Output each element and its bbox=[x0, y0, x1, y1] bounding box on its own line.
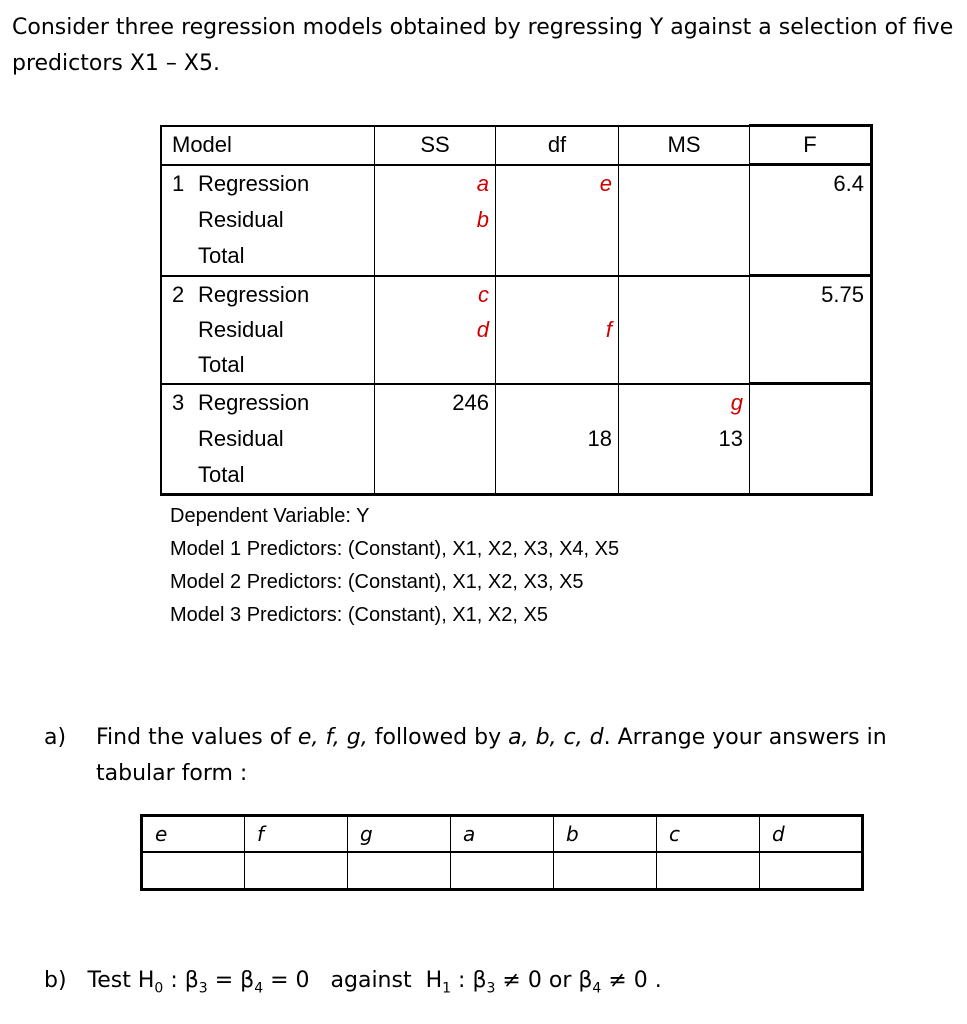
anova-table bbox=[160, 124, 873, 496]
table-footnotes bbox=[170, 500, 619, 632]
f-cell bbox=[750, 238, 870, 274]
answer-header-cell: d bbox=[760, 816, 863, 852]
h0-sub-3: 3 bbox=[198, 980, 208, 997]
df-cell: 18 bbox=[587, 425, 612, 451]
ms-cell: g bbox=[730, 389, 743, 415]
answer-header-row bbox=[142, 816, 863, 852]
row-label: Regression bbox=[198, 281, 310, 307]
model-1-labels bbox=[161, 165, 375, 276]
h0-beta-4: = β bbox=[207, 968, 255, 993]
h1-neq-1: ≠ 0 bbox=[495, 968, 542, 993]
ms-cell bbox=[619, 312, 749, 347]
anova-header-row bbox=[161, 126, 872, 165]
answer-blank-cell[interactable] bbox=[657, 852, 760, 890]
f-cell bbox=[750, 385, 870, 421]
row-label: Residual bbox=[198, 425, 284, 451]
ms-cell bbox=[619, 238, 749, 274]
model-1-df bbox=[496, 165, 619, 276]
ss-cell bbox=[375, 347, 495, 382]
row-label: Regression bbox=[198, 170, 310, 196]
answer-blank-cell[interactable] bbox=[451, 852, 554, 890]
model-2-df bbox=[496, 276, 619, 384]
question-b-test: Test bbox=[87, 968, 131, 993]
answer-blank-cell[interactable] bbox=[760, 852, 863, 890]
h0-letter: H bbox=[137, 968, 155, 993]
ms-cell bbox=[619, 277, 749, 312]
answer-header-cell: a bbox=[451, 816, 554, 852]
h1-beta-4: β bbox=[578, 968, 593, 993]
h1-neq-2: ≠ 0 . bbox=[601, 968, 662, 993]
ss-cell: 246 bbox=[452, 389, 489, 415]
model-2-f bbox=[750, 276, 872, 384]
header-f: F bbox=[750, 126, 872, 165]
f-cell bbox=[750, 347, 870, 382]
question-a-vars-1: e, f, g, bbox=[297, 725, 368, 750]
null-hypothesis bbox=[137, 968, 310, 997]
model-2-group bbox=[161, 276, 872, 384]
answer-blank-cell[interactable] bbox=[554, 852, 657, 890]
ms-cell: 13 bbox=[718, 425, 743, 451]
f-cell: 6.4 bbox=[833, 171, 864, 196]
df-cell bbox=[496, 202, 618, 238]
f-cell bbox=[750, 312, 870, 347]
f-cell bbox=[750, 202, 870, 238]
df-cell bbox=[496, 347, 618, 382]
model-1-ms bbox=[619, 165, 750, 276]
answer-blank-row bbox=[142, 852, 863, 890]
question-b bbox=[44, 963, 662, 1006]
footnote-model-2: Model 2 Predictors: (Constant), X1, X2, X3, X5 bbox=[170, 571, 584, 593]
h1-beta-3: : β bbox=[451, 968, 487, 993]
h0-zero: = 0 bbox=[263, 968, 310, 993]
h1-sub-4: 4 bbox=[592, 980, 602, 997]
df-cell bbox=[496, 238, 618, 274]
row-label: Residual bbox=[198, 316, 284, 342]
df-cell bbox=[496, 277, 618, 312]
model-3-ss bbox=[375, 384, 496, 495]
ms-cell bbox=[619, 202, 749, 238]
header-df: df bbox=[496, 126, 619, 165]
model-3-ms bbox=[619, 384, 750, 495]
alternative-hypothesis bbox=[425, 968, 662, 997]
model-1-group bbox=[161, 165, 872, 276]
answer-table bbox=[140, 814, 864, 891]
question-a-text-pre: Find the values of bbox=[96, 725, 298, 750]
question-a-text-post: . Arrange your answers in tabular form : bbox=[96, 725, 887, 786]
f-cell bbox=[750, 421, 870, 457]
h0-sub: 0 bbox=[154, 980, 164, 997]
model-number: 2 bbox=[172, 281, 185, 307]
question-a-tag: a) bbox=[44, 725, 67, 750]
model-number: 1 bbox=[172, 170, 185, 196]
row-label: Residual bbox=[198, 206, 284, 232]
model-3-group bbox=[161, 384, 872, 495]
answer-blank-cell[interactable] bbox=[142, 852, 245, 890]
df-cell bbox=[496, 457, 618, 493]
model-3-labels bbox=[161, 384, 375, 495]
model-2-ss bbox=[375, 276, 496, 384]
ms-cell bbox=[619, 347, 749, 382]
question-a-text-mid: followed by bbox=[367, 725, 509, 750]
row-label: Total bbox=[198, 242, 245, 268]
answer-header-cell: g bbox=[348, 816, 451, 852]
ss-cell bbox=[375, 457, 495, 493]
f-cell: 5.75 bbox=[821, 282, 864, 307]
answer-header-cell: b bbox=[554, 816, 657, 852]
ms-cell bbox=[619, 166, 749, 202]
question-a-text bbox=[96, 720, 936, 792]
row-label: Total bbox=[198, 461, 245, 487]
h1-letter: H bbox=[425, 968, 443, 993]
model-1-ss bbox=[375, 165, 496, 276]
header-ss: SS bbox=[375, 126, 496, 165]
answer-header-cell: e bbox=[142, 816, 245, 852]
footnote-dependent: Dependent Variable: Y bbox=[170, 505, 370, 527]
ss-cell: b bbox=[476, 206, 489, 232]
row-label: Total bbox=[198, 351, 245, 377]
ss-cell bbox=[375, 238, 495, 274]
footnote-model-1: Model 1 Predictors: (Constant), X1, X2, X3, X4, X5 bbox=[170, 538, 620, 560]
ms-cell bbox=[619, 457, 749, 493]
df-cell: e bbox=[599, 170, 612, 196]
intro-text: Consider three regression models obtained by regressing Y against a selection of five predictors X1 – X5. bbox=[12, 15, 954, 76]
question-b-against: against bbox=[330, 968, 412, 993]
ss-cell: a bbox=[476, 170, 489, 196]
model-2-ms bbox=[619, 276, 750, 384]
question-b-or: or bbox=[548, 968, 572, 993]
model-3-df bbox=[496, 384, 619, 495]
df-cell: f bbox=[605, 316, 612, 342]
answer-blank-cell[interactable] bbox=[348, 852, 451, 890]
h0-beta-3: : β bbox=[163, 968, 199, 993]
footnote-model-3: Model 3 Predictors: (Constant), X1, X2, X5 bbox=[170, 604, 548, 626]
model-1-f bbox=[750, 165, 872, 276]
row-label: Regression bbox=[198, 389, 310, 415]
ss-cell bbox=[375, 421, 495, 457]
f-cell bbox=[750, 457, 870, 493]
answer-header-cell: f bbox=[245, 816, 348, 852]
question-b-tag: b) bbox=[44, 968, 67, 993]
header-model: Model bbox=[161, 126, 375, 165]
answer-blank-cell[interactable] bbox=[245, 852, 348, 890]
h1-sub-3: 3 bbox=[486, 980, 496, 997]
model-3-f bbox=[750, 384, 872, 495]
model-2-labels bbox=[161, 276, 375, 384]
question-a-vars-2: a, b, c, d bbox=[508, 725, 604, 750]
header-ms: MS bbox=[619, 126, 750, 165]
h1-sub: 1 bbox=[442, 980, 452, 997]
df-cell bbox=[496, 385, 618, 421]
ss-cell: d bbox=[476, 316, 489, 342]
h0-sub-4: 4 bbox=[254, 980, 264, 997]
model-number: 3 bbox=[172, 389, 185, 415]
answer-header-cell: c bbox=[657, 816, 760, 852]
ss-cell: c bbox=[478, 281, 489, 307]
